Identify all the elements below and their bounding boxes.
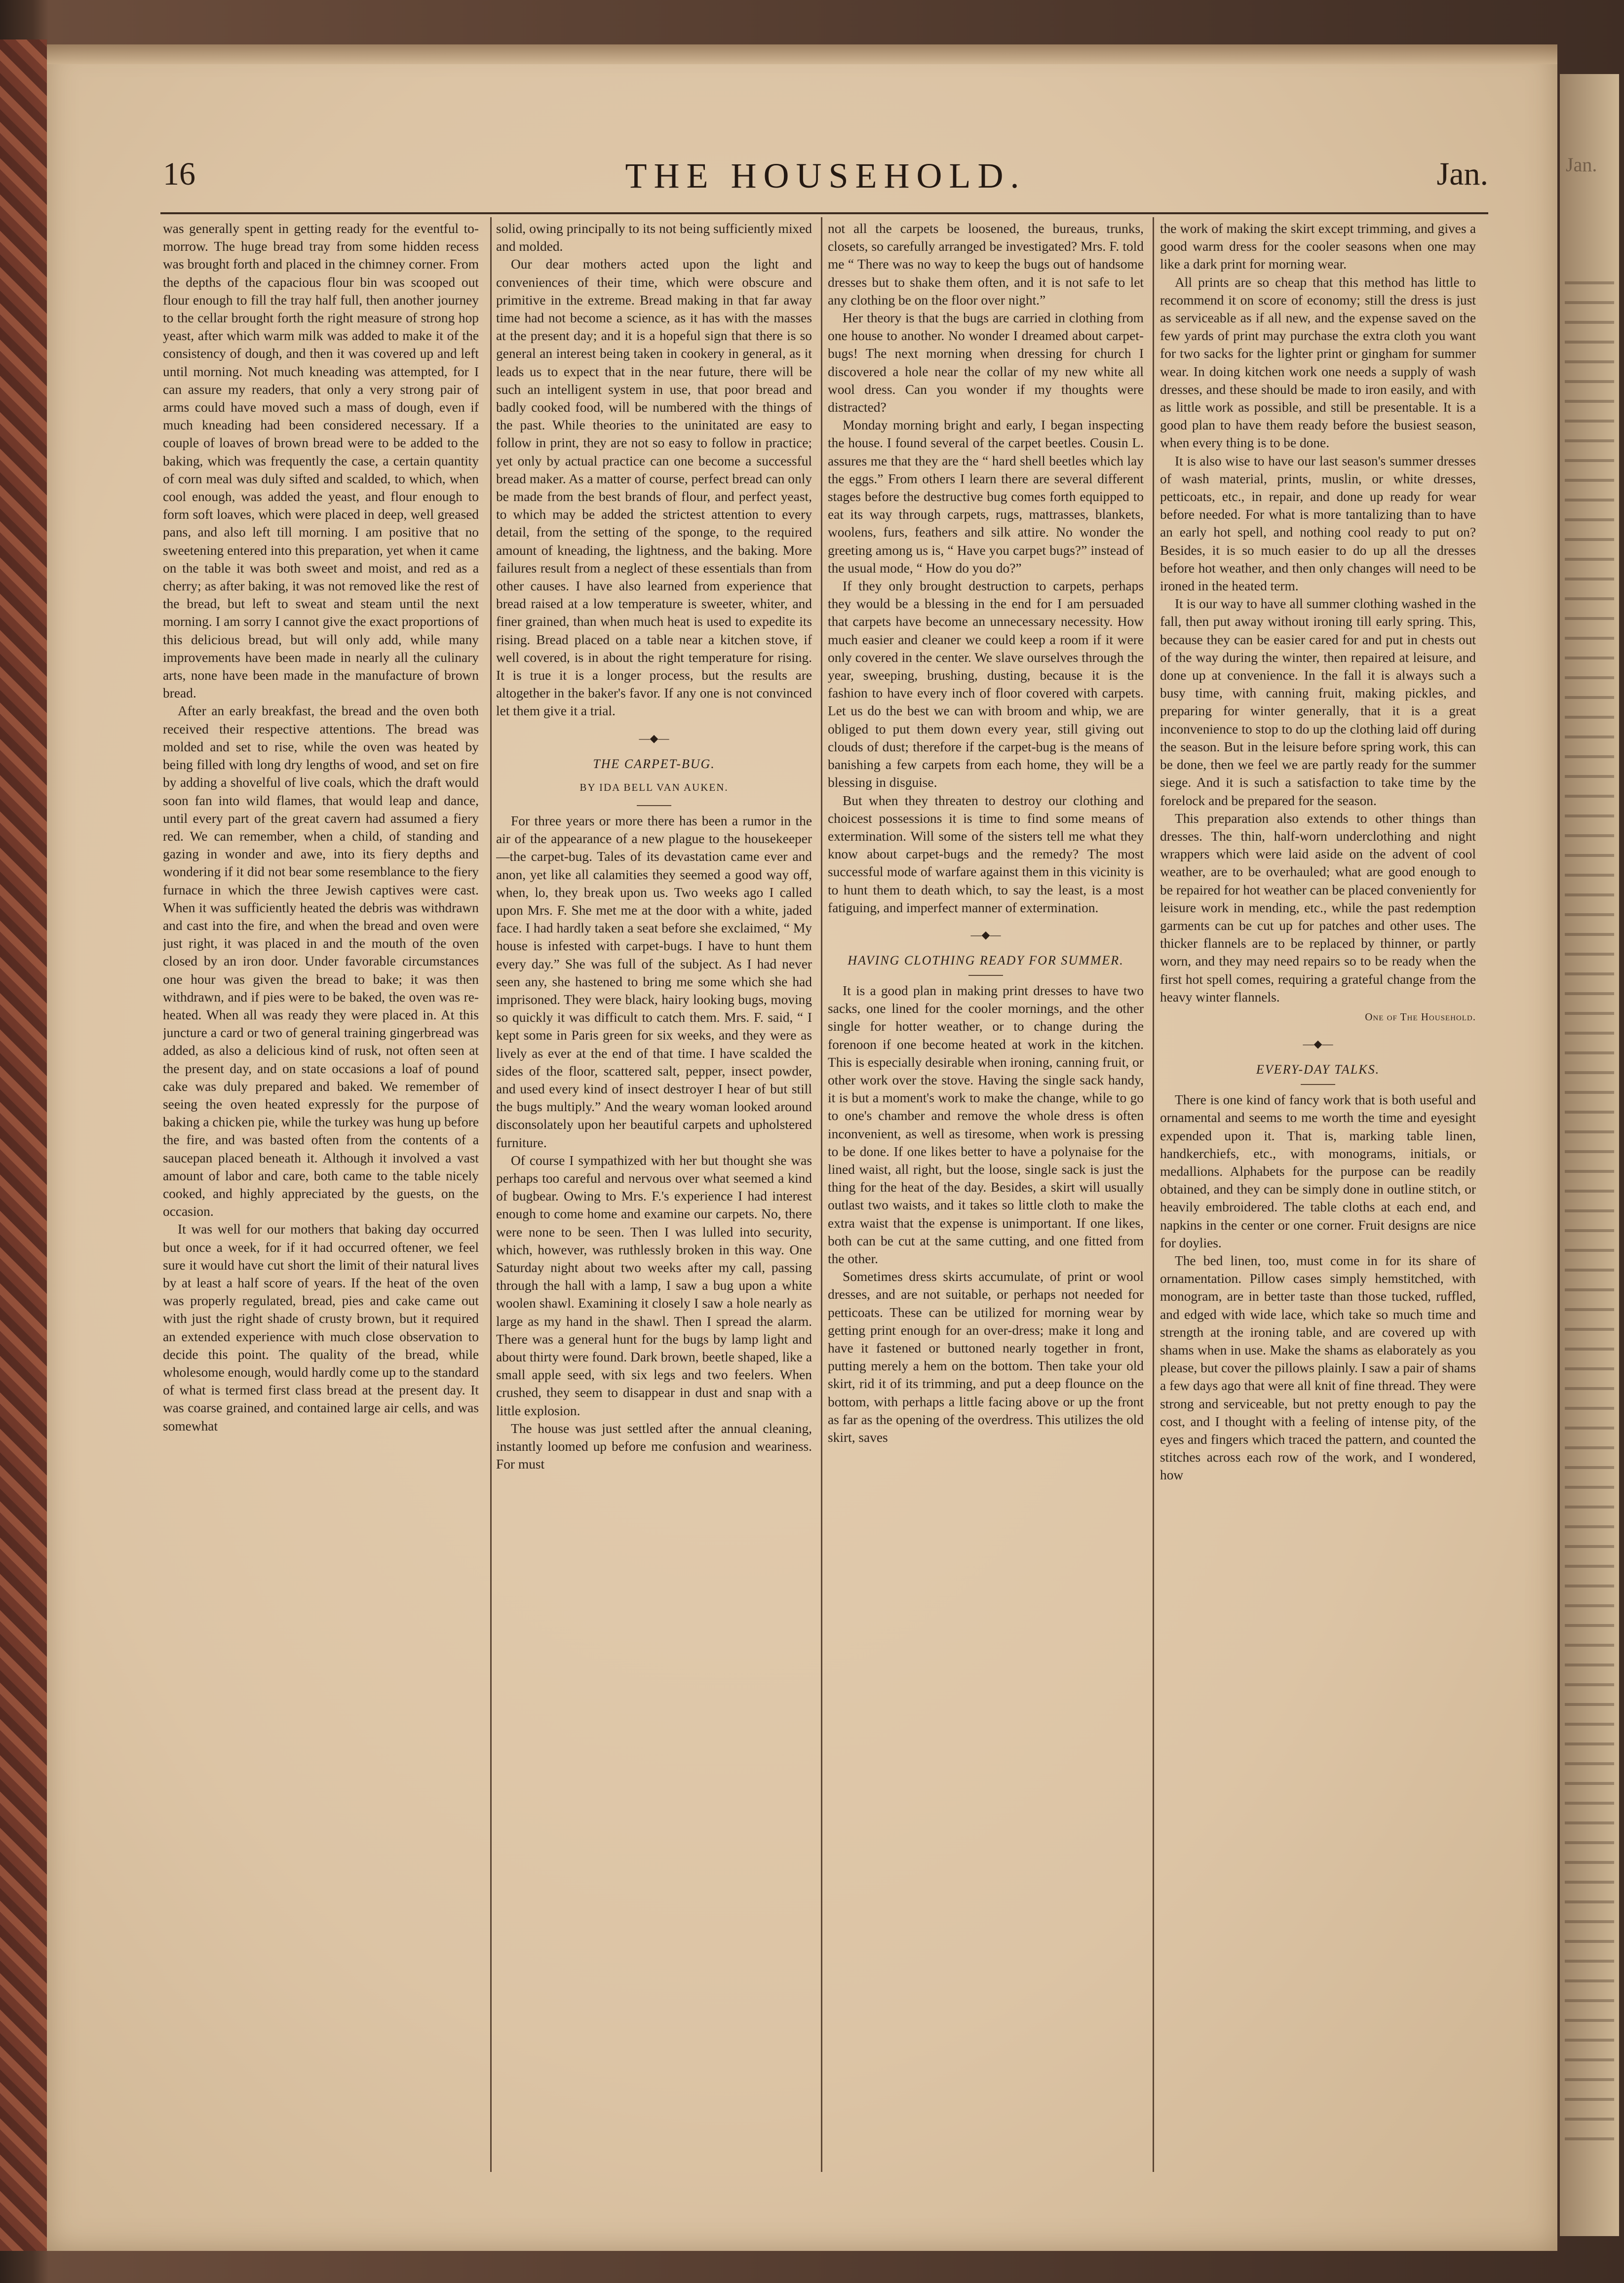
article-paragraph: Our dear mothers acted upon the light and conveniences of their time, which were obscure and primitive in the extreme. Bread making in that far away time had not become a science, as it has with the masses at the present day; and it is a hopeful sign that there is so general an interest being taken in cookery in general, as it leads us to expect that in the near future, there will be such an intelligent system in use, that poor bread and badly cooked food, will be numbered with the things of the past. While theories to the uninitated are easy to follow in print, they are not so easy to follow in practice; yet only by actual practice can one become a successful bread maker. As a matter of course, perfect bread can only be made from the best brands of flour, and perfect yeast, to which may be added the strictest attention to every detail, from the setting of the sponge, to the required amount of kneading, the lightness, and the baking. More failures result from a neglect of these essentials than from other causes. I have also learned from experience that bread raised at a low temperature is sweeter, whiter, and finer grained, than when much heat is used to expedite its rising. Bread placed on a table near a kitchen stove, if well covered, is in about the right temperature for rising. It is true it is a longer process, but the results are altogether in the baker's favor. If any one is not convinced let them give it a trial. xyxy=(496,257,812,719)
article-paragraph: It is a good plan in making print dresses to have two sacks, one lined for the cooler mornings, and the other single for hotter weather, or to change during the forenoon if one become heated at work in the kitchen. This is especially desirable when ironing, canning fruit, or other work over the stove. Having the single sack handy, it is but a moment's work to make the change, while to go to one's chamber and remove the whole dress is often inconvenient, as well as tiresome, when work is pressing to be done. If one likes better to have a polynaise for the lined waist, all right, but the loose, single sack is just the thing for the heat of the day. Besides, a skirt will usually outlast two waists, and it takes so little cloth to make the extra waist that the expense is unimportant. If one likes, both can be cut at the same cutting, and one fitted from the other. xyxy=(828,983,1144,1266)
article-byline: BY IDA BELL VAN AUKEN. xyxy=(580,781,729,793)
section-ornament: —◆— xyxy=(1303,1038,1333,1050)
article-paragraph: If they only brought destruction to carpets, perhaps they would be a blessing in the end for I am persuaded that carpets have become an unnecessary necessity. How much easier and cleaner we could keep a room if it were only covered in the center. We slave ourselves through the year, sweeping, brushing, dusting, because it is the fashion to have every inch of floor covered with carpets. Let us do the best we can with broom and whip, we are obliged to put them down every year, still giving out clouds of dust; therefore if the carpet-bug is the means of banishing a few carpets from each home, they will be a blessing in disguise. xyxy=(828,579,1144,790)
article-heading: EVERY-DAY TALKS. xyxy=(1256,1062,1380,1077)
article-heading: HAVING CLOTHING READY FOR SUMMER. xyxy=(848,953,1124,967)
article-paragraph: It is our way to have all summer clothing washed in the fall, then put away without ironing till early spring. This, because they can be easier cared for and put in chests out of the way during the winter, then repaired at leisure, and done up at convenience. In the fall it is always such a busy time, with canning fruit, making pickles, and preparing for winter generally, that it is a great inconvenience to stop to do up the clothing laid off during the season. But in the leisure before spring work, this can be done, then we feel we are partly ready for the summer siege. And it is such a satisfaction to take time by the forelock and be prepared for the season. xyxy=(1160,596,1476,808)
article-paragraph: But when they threaten to destroy our clothing and choicest possessions it is time to find some means of extermination. Will some of the sisters tell me what they know about carpet-bugs and the remedy? The most successful mode of warfare against them in this vicinity is to hunt them to death which, to say the least, is a most fatiguing, and imperfect manner of extermination. xyxy=(828,793,1144,915)
byline-divider xyxy=(637,805,671,806)
article-paragraph: For three years or more there has been a rumor in the air of the appearance of a new plague to the housekeeper—the carpet-bug. Tales of its devastation came ever and anon, yet like all calamities they seemed a good way off, when, lo, they break upon us. Two weeks ago I called upon Mrs. F. She met me at the door with a white, jaded face. I had hardly taken a seat before she exclaimed, “ My house is infested with carpet-bugs. I have to hunt them every day.” She was full of the subject. As I had never seen any, she hastened to bring me some which she had imprisoned. They were black, hairy looking bugs, moving so quickly it was difficult to catch them. Mrs. F. said, “ I kept some in Paris green for six weeks, and they were as lively as ever at the end of that time. I have scalded the sides of the floor, scattered salt, pepper, insect powder, and used every kind of insect destroyer I hear of but still the bugs multiply.” And the weary woman looked around disconsolately upon her beautiful carpets and upholstered furniture. xyxy=(496,813,812,1150)
marbled-binding-edge xyxy=(0,39,47,2251)
article-paragraph: Her theory is that the bugs are carried in clothing from one house to another. No wonder I dreamed about carpet-bugs! The next morning when dressing for church I discovered a hole near the collar of my new white all wool dress. Can you wonder if my thoughts were distracted? xyxy=(828,310,1144,415)
column-3 xyxy=(828,220,1144,2172)
article-signature: One of The Household. xyxy=(1365,1010,1476,1023)
column-divider xyxy=(1153,217,1154,2172)
article-paragraph: Of course I sympathized with her but thought she was perhaps too careful and nervous over what seemed a kind of bugbear. Owing to Mrs. F.'s experience I had interest enough to come home and examine our carpets. No, there were none to be seen. Then I was lulled into security, which, however, was ruthlessly broken in this way. One Saturday night about two weeks after my call, passing through the hall with a lamp, I saw a bug upon a white woolen shawl. Examining it closely I saw a hole nearly as large as my hand in the shawl. Then I spread the alarm. There was a general hunt for the bugs by lamp light and about thirty were found. Dark brown, beetle shaped, like a small apple seed, with six legs and two feelers. When crushed, they seem to disappear in dust and snap with a little explosion. xyxy=(496,1153,812,1418)
section-ornament: —◆— xyxy=(639,732,669,744)
article-paragraph: There is one kind of fancy work that is both useful and ornamental and seems to me worth the time and eyesight expended upon it. That is, marking table linen, handkerchiefs, etc., with monograms, initials, or medallions. Alphabets for the purpose can be readily obtained, and they can be simply done in outline stitch, or heavily embroidered. The table cloths at each end, and napkins in the center or one corner. Fruit designs are nice for doylies. xyxy=(1160,1092,1476,1250)
page-number: 16 xyxy=(163,156,195,192)
adjacent-page-month: Jan. xyxy=(1566,154,1597,176)
article-paragraph: Sometimes dress skirts accumulate, of print or wool dresses, and are not suitable, or perhaps not needed for petticoats. These can be utilized for morning wear by getting print enough for an over-dress; make it long and have it fastened or buttoned nearly together in front, putting merely a hem on the bottom. Then take your old skirt, rid it of its trimming, and put a deep flounce on the bottom, with perhaps a little facing above or up the front as far as the opening of the overdress. This utilizes the old skirt, saves xyxy=(828,1269,1144,1445)
heading-divider xyxy=(1301,1084,1335,1085)
article-paragraph: All prints are so cheap that this method has little to recommend it on score of economy; still the dress is just as serviceable as if all new, and the expense saved on the few yards of print may purchase the extra cloth you want for two sacks for the lighter print or gingham for summer wear. In doing kitchen work one needs a supply of wash dresses, and these should be made to iron easily, and with as little work as possible, and still be presentable. It is a good plan to have them ready before the busiest season, when every thing is to be done. xyxy=(1160,274,1476,451)
article-paragraph: not all the carpets be loosened, the bureaus, trunks, closets, so carefully arranged be investigated? Mrs. F. told me “ There was no way to keep the bugs out of handsome dresses but to shake them often, and it is not safe to let any clothing be on the floor over night.” xyxy=(828,221,1144,308)
masthead-title: THE HOUSEHOLD. xyxy=(625,156,1026,195)
page-header xyxy=(163,155,1488,210)
article-paragraph: Monday morning bright and early, I began inspecting the house. I found several of the carpet beetles. Cousin L. assures me that they are the “ hard shell beetles which lay the eggs.” From others I learn there are several different stages before the destructive bug comes forth equipped to eat its way through carpets, rugs, mattrasses, blankets, woolens, furs, feathers and silk attire. No wonder the greeting among us is, “ Have you carpet bugs?” instead of the usual mode, “ How do you do?” xyxy=(828,418,1144,576)
section-ornament: —◆— xyxy=(970,928,1001,941)
article-paragraph: The bed linen, too, must come in for its share of ornamentation. Pillow cases simply hemstitched, with monogram, are in better taste than those tucked, ruffled, and edged with wide lace, which take so much time and strength at the ironing table, and are covered up with shams when in use. Make the shams as elaborately as you please, but cover the pillows plainly. I saw a pair of shams a few days ago that were all knit of fine thread. They were strong and serviceable, but not pretty enough to pay the cost, and I thought with a feeling of intense pity, of the eyes and fingers which traced the pattern, and counted the stitches across each row of the work, and I wondered, how xyxy=(1160,1253,1476,1483)
page-top-edge xyxy=(47,44,1557,64)
column-4 xyxy=(1160,220,1476,2172)
article-paragraph: solid, owing principally to its not being sufficiently mixed and molded. xyxy=(496,221,812,254)
article-paragraph: It was well for our mothers that baking day occurred but once a week, for if it had occurred oftener, we feel sure it would have cut short the limit of their natural lives by at least a half score of years. If the heat of the oven was properly regulated, bread, pies and cake came out with just the right shade of crusty brown, but it required an extended experience with much close observation to decide this point. The quality of the bread, while wholesome enough, would hardly come up to the standard of what is termed first class bread at the present day. It was coarse grained, and contained large air cells, and was somewhat xyxy=(163,1222,479,1433)
column-divider xyxy=(821,217,822,2172)
adjacent-page-edge xyxy=(1560,74,1619,2236)
article-paragraph: This preparation also extends to other things than dresses. The thin, half-worn underclothing and night wrappers which were laid aside on the advent of cool weather, are to be overhauled; what are good enough to be repaired for hot weather can be placed conveniently for leisure work in mending, etc., while the past redemption garments can be cut up for patches and other uses. The thicker flannels are to be replaced by thinner, or partly worn, and they may need repairs so to be ready when the first hot spell comes, requiring a grateful change from the heavy winter flannels. xyxy=(1160,811,1476,1005)
article-paragraph: the work of making the skirt except trimming, and gives a good warm dress for the cooler seasons when one may like a dark print for morning wear. xyxy=(1160,221,1476,272)
column-1 xyxy=(163,220,479,2172)
article-paragraph: After an early breakfast, the bread and the oven both received their respective attentions. The bread was molded and set to rise, while the oven was heated by being filled with long dry lengths of wood, and set on fire by adding a shovelful of live coals, which the draft would soon fan into wild flames, that would leap and dance, until every part of the great cavern had assumed a fiery red. We can remember, when a child, of standing and gazing in wonder and awe, into its fiery depths and wondering if it did not bear some resemblance to the fiery furnace in which the three Jewish captives were cast. When it was sufficiently heated the debris was withdrawn and cast into the fire, and when the bread and oven were just right, it was placed in and the mouth of the oven closed by an iron door. Under favorable circumstances one hour was given the bread to bake; it was then withdrawn, and if pies were to be baked, the oven was re-heated. When all was ready they were placed in. At this juncture a card or two of general training gingerbread was added, as also a delicious kind of rusk, not often seen at the present day, and on state occasions a loaf of pound cake was duly prepared and baked. We remember of seeing the oven heated expressly for the purpose of baking a chicken pie, while the turkey was hung up before the fire, and was basted often from the contents of a saucepan placed beneath it. Although it involved a vast amount of labor and care, both came to the table nicely cooked, and highly appreciated by the guests, on the occasion. xyxy=(163,703,479,1219)
article-paragraph: The house was just settled after the annual cleaning, instantly loomed up before me confusion and weariness. For must xyxy=(496,1421,812,1472)
issue-month: Jan. xyxy=(1436,156,1488,192)
header-rule xyxy=(160,212,1488,214)
adjacent-page-text-lines xyxy=(1565,281,1614,2157)
article-heading: THE CARPET-BUG. xyxy=(593,756,715,771)
heading-divider xyxy=(968,975,1003,976)
article-paragraph: was generally spent in getting ready for the eventful to-morrow. The huge bread tray from some hidden recess was brought forth and placed in the chimney corner. From the depths of the capacious flour bin was scooped out flour enough to fill the tray half full, then another journey to the cellar brought forth the right measure of strong hop yeast, after which warm milk was added to make it of the consistency of dough, and then it was covered up and left until morning. Not much kneading was attempted, for I can assure my readers, that only a very strong pair of arms could have moved such a mass of dough, even if much kneading had been considered necessary. If a couple of loaves of brown bread were to be added to the baking, which was frequently the case, a certain quantity of corn meal was duly sifted and scalded, to which, when cool enough, was added the yeast, and flour enough to form soft loaves, which were placed in deep, well greased pans, and also left till morning. I am positive that no sweetening entered into this preparation, yet when it came on the table it was both sweet and moist, and red as a cherry; as after baking, it was not removed like the rest of the bread, but left to sweat and steam until the next morning. I am sorry I cannot give the exact proportions of this delicious bread, but will only add, while many improvements have been made in nearly all the culinary arts, none have been made in the manufacture of brown bread. xyxy=(163,221,479,701)
article-paragraph: It is also wise to have our last season's summer dresses of wash material, prints, muslin, or white dresses, petticoats, etc., in repair, and done up ready for wear before needed. For what is more tantalizing than to have an early hot spell, and nothing cool ready to put on? Besides, it is so much easier to do up all the dresses before hot weather, and then only changes will need to be ironed in the heated term. xyxy=(1160,453,1476,594)
column-divider xyxy=(490,217,492,2172)
column-2 xyxy=(496,220,812,2172)
